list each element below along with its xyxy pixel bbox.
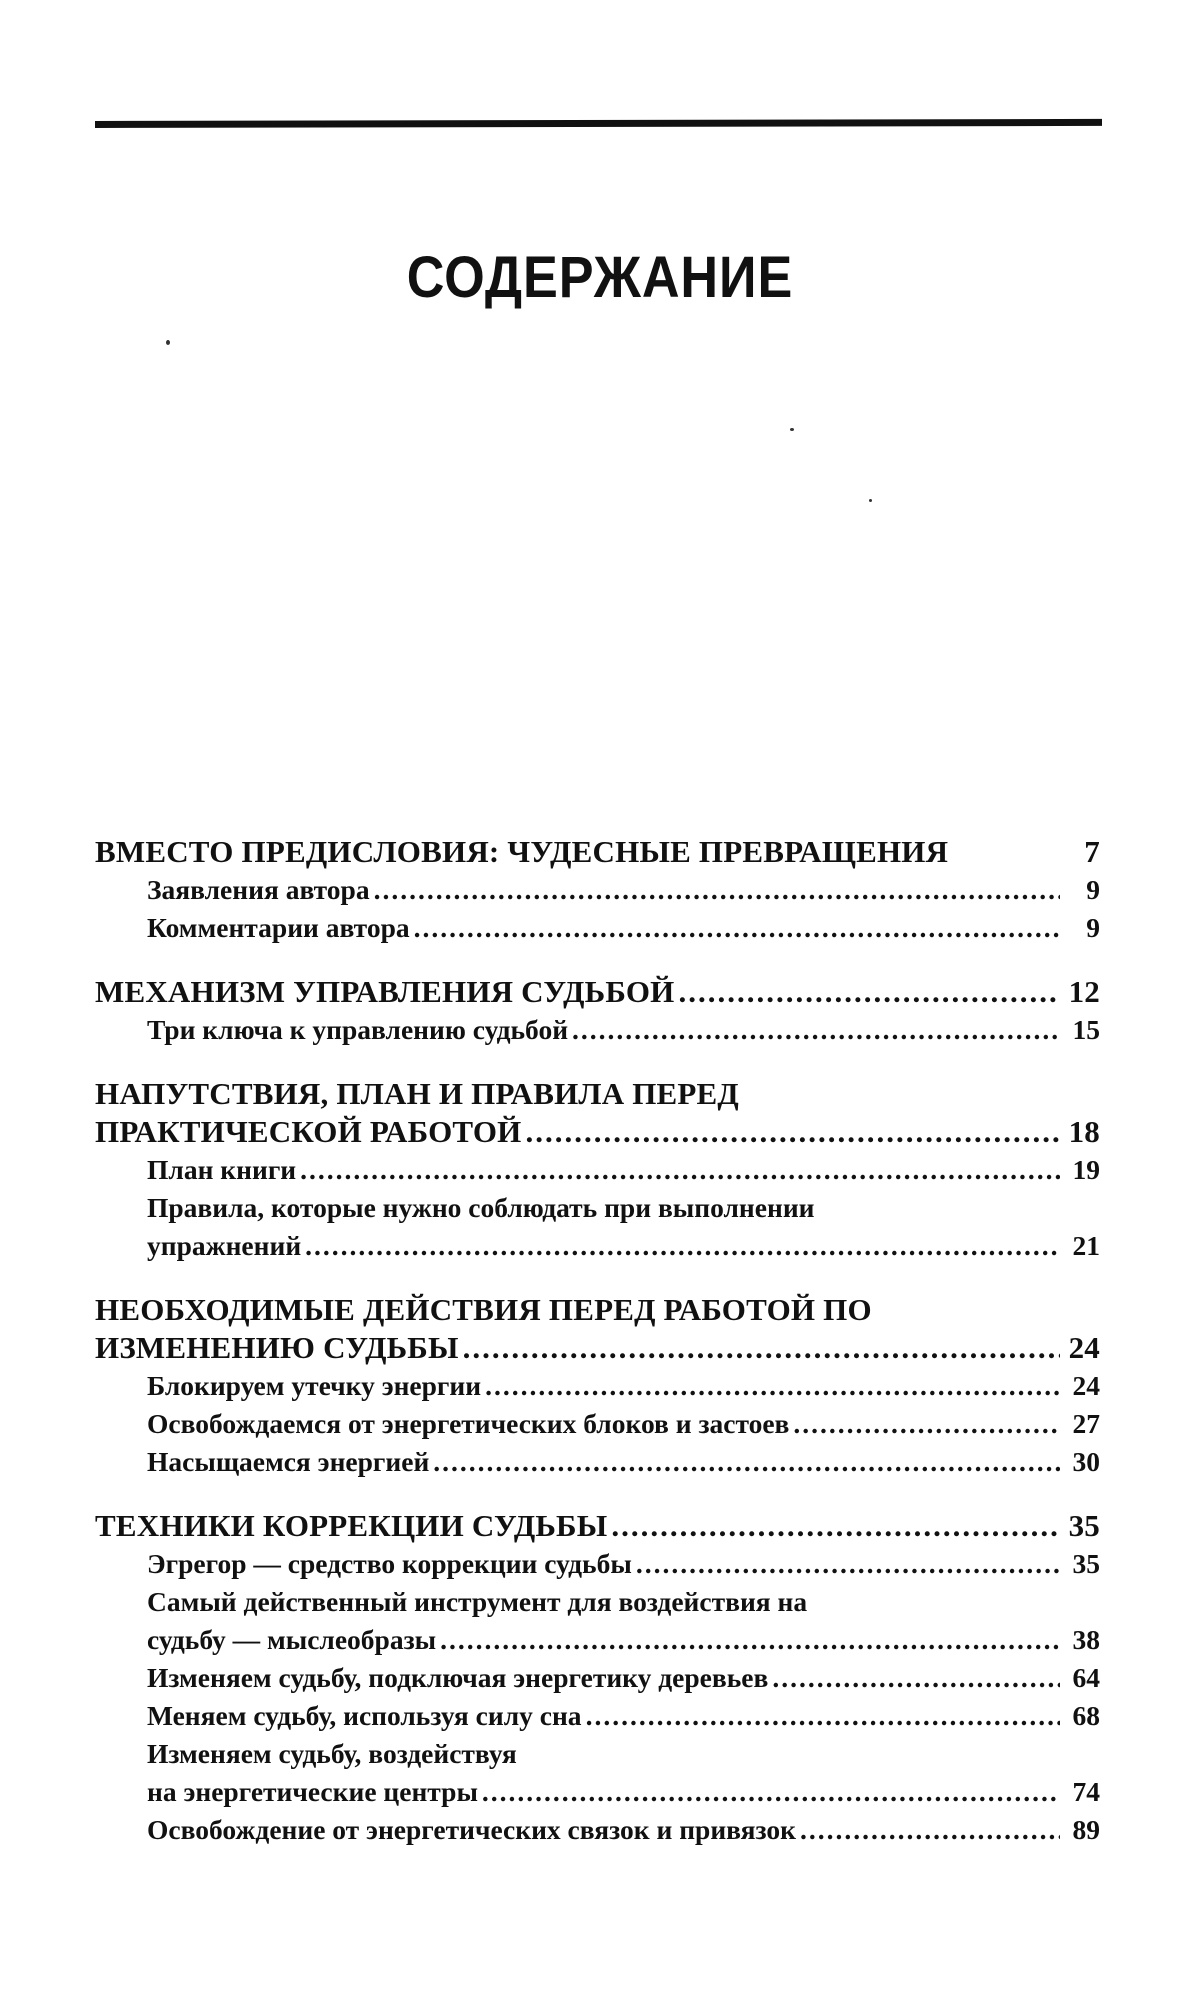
toc-entry-title: План книги	[147, 1154, 297, 1185]
page-number: 9	[1086, 874, 1100, 905]
toc-entry-title: упражнений	[147, 1230, 302, 1261]
toc-chapter[interactable]	[95, 1075, 1100, 1151]
dot-leader	[636, 1545, 1060, 1583]
toc-item[interactable]	[95, 1189, 1100, 1265]
toc-entry-title: МЕХАНИЗМ УПРАВЛЕНИЯ СУДЬБОЙ	[95, 974, 675, 1009]
page-number: 74	[1072, 1776, 1100, 1807]
toc-entry-title: судьбу — мыслеобразы	[147, 1624, 437, 1655]
scan-speck	[790, 428, 794, 431]
toc-item[interactable]	[95, 1583, 1100, 1659]
page-number: 9	[1086, 912, 1100, 943]
toc-entry-title: Три ключа к управлению судьбой	[147, 1014, 569, 1045]
page-number: 27	[1072, 1408, 1100, 1439]
toc-chapter[interactable]	[95, 1291, 1100, 1367]
dot-leader	[611, 1507, 1060, 1545]
page-number: 64	[1072, 1662, 1100, 1693]
toc-entry-title: Комментарии автора	[147, 912, 410, 943]
toc-entry-title-line: Самый действенный инструмент для воздействия на	[147, 1586, 808, 1617]
scan-speck	[166, 340, 170, 345]
dot-leader	[793, 1405, 1060, 1443]
dot-leader	[485, 1367, 1060, 1405]
toc-chapter[interactable]	[95, 973, 1100, 1011]
page-number: 30	[1072, 1446, 1100, 1477]
dot-leader	[374, 871, 1060, 909]
toc-item[interactable]	[95, 1545, 1100, 1583]
toc-item[interactable]	[95, 1659, 1100, 1697]
toc-chapter[interactable]	[95, 1507, 1100, 1545]
page-number: 38	[1072, 1624, 1100, 1655]
toc-entry-title-line: Изменяем судьбу, воздействуя	[147, 1738, 517, 1769]
toc-item[interactable]	[95, 1735, 1100, 1811]
dot-leader	[463, 1329, 1060, 1367]
toc-entry-title: Блокируем утечку энергии	[147, 1370, 482, 1401]
page-number: 15	[1072, 1014, 1100, 1045]
toc-item[interactable]	[95, 1011, 1100, 1049]
toc-entry-title: Освобождаемся от энергетических блоков и застоев	[147, 1408, 790, 1439]
dot-leader	[525, 1113, 1060, 1151]
toc-item[interactable]	[95, 1151, 1100, 1189]
toc-item[interactable]	[95, 1811, 1100, 1849]
dot-leader	[800, 1811, 1060, 1849]
toc-entry-title: ВМЕСТО ПРЕДИСЛОВИЯ: ЧУДЕСНЫЕ ПРЕВРАЩЕНИЯ	[95, 834, 949, 869]
toc-item[interactable]	[95, 871, 1100, 909]
toc-entry-title: ПРАКТИЧЕСКОЙ РАБОТОЙ	[95, 1114, 522, 1149]
dot-leader	[440, 1621, 1060, 1659]
page-number: 24	[1072, 1370, 1100, 1401]
page-title: СОДЕРЖАНИЕ	[406, 245, 794, 310]
toc-chapter[interactable]	[95, 833, 1100, 871]
toc-item[interactable]	[95, 1367, 1100, 1405]
toc-entry-title: ИЗМЕНЕНИЮ СУДЬБЫ	[95, 1330, 459, 1365]
page-number: 35	[1068, 1508, 1100, 1543]
page-number: 18	[1068, 1114, 1100, 1149]
page-number: 24	[1068, 1330, 1100, 1365]
page-number: 35	[1072, 1548, 1100, 1579]
toc-entry-title-line: Правила, которые нужно соблюдать при выполнении	[147, 1192, 815, 1223]
dot-leader	[414, 909, 1060, 947]
toc-section	[95, 1075, 1100, 1265]
scan-speck	[869, 499, 872, 502]
dot-leader	[305, 1227, 1060, 1265]
page-number: 89	[1072, 1814, 1100, 1845]
page-number: 21	[1072, 1230, 1100, 1261]
toc-entry-title-line: НЕОБХОДИМЫЕ ДЕЙСТВИЯ ПЕРЕД РАБОТОЙ ПО	[95, 1292, 872, 1327]
toc-section	[95, 973, 1100, 1049]
toc-section	[95, 1291, 1100, 1481]
toc-entry-title: Насыщаемся энергией	[147, 1446, 430, 1477]
dot-leader	[433, 1443, 1060, 1481]
page-number: 7	[1084, 834, 1100, 869]
dot-leader	[300, 1151, 1060, 1189]
dot-leader	[586, 1697, 1060, 1735]
page-number: 68	[1072, 1700, 1100, 1731]
toc-item[interactable]	[95, 1405, 1100, 1443]
table-of-contents	[95, 833, 1100, 1875]
toc-item[interactable]	[95, 1697, 1100, 1735]
toc-entry-title: Меняем судьбу, используя силу сна	[147, 1700, 582, 1731]
toc-entry-title: на энергетические центры	[147, 1776, 478, 1807]
top-rule	[95, 119, 1102, 128]
page-number: 12	[1068, 974, 1100, 1009]
dot-leader	[679, 973, 1061, 1011]
toc-section	[95, 833, 1100, 947]
toc-entry-title: Эгрегор — средство коррекции судьбы	[147, 1548, 632, 1579]
toc-entry-title-line: НАПУТСТВИЯ, ПЛАН И ПРАВИЛА ПЕРЕД	[95, 1076, 739, 1111]
toc-section	[95, 1507, 1100, 1849]
toc-item[interactable]	[95, 909, 1100, 947]
toc-entry-title: Заявления автора	[147, 874, 370, 905]
toc-item[interactable]	[95, 1443, 1100, 1481]
dot-leader	[772, 1659, 1060, 1697]
dot-leader	[482, 1773, 1060, 1811]
toc-entry-title: Изменяем судьбу, подключая энергетику деревьев	[147, 1662, 769, 1693]
page-number: 19	[1072, 1154, 1100, 1185]
dot-leader	[572, 1011, 1060, 1049]
toc-entry-title: ТЕХНИКИ КОРРЕКЦИИ СУДЬБЫ	[95, 1508, 608, 1543]
toc-entry-title: Освобождение от энергетических связок и привязок	[147, 1814, 797, 1845]
